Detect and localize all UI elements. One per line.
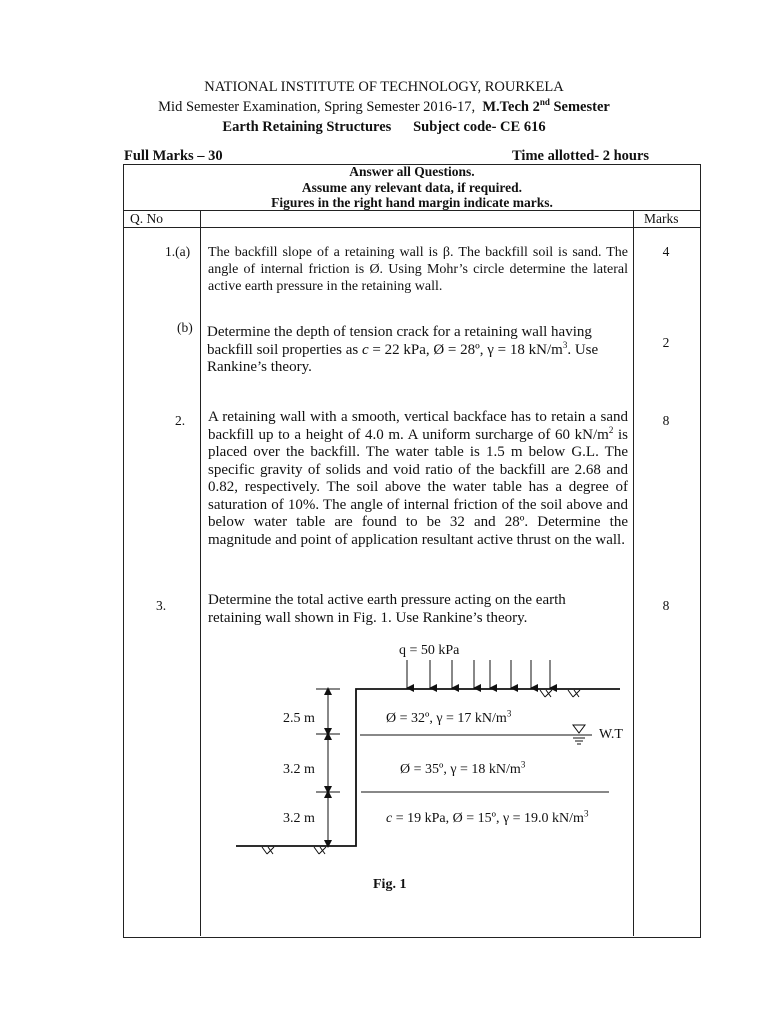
figure-caption: Fig. 1	[373, 877, 407, 892]
ground-hatch-top	[540, 690, 580, 697]
layer3-properties: c = 19 kPa, Ø = 15º, γ = 19.0 $kN/m^3$	[386, 808, 589, 826]
program: M.Tech 2nd Semester	[482, 97, 610, 115]
q1a-marks: 4	[662, 244, 670, 259]
q3-text: Determine the total active earth pressure acting on the earth retaining wall shown in Fig. 1. Use Rankine’s theory.	[208, 592, 566, 626]
instruction-3: Figures in the right hand margin indicate marks.	[271, 195, 553, 210]
instruction-2: Assume any relevant data, if required.	[301, 179, 523, 195]
time-allotted: Time allotted- 2 hours	[512, 148, 650, 164]
q2-marks: 8	[662, 413, 670, 428]
exam-title: Mid Semester Examination, Spring Semester 2016-17,	[158, 99, 476, 115]
layer2-properties: Ø = 35º, γ = 18 $kN/m^3$	[400, 759, 526, 777]
full-marks: Full Marks – 30	[124, 148, 223, 164]
q1b-marks: 2	[662, 335, 670, 350]
layer1-properties: Ø = 32º, γ = 17 $kN/m^3$	[386, 708, 512, 726]
institute-name: NATIONAL INSTITUTE OF TECHNOLOGY, ROURKELA	[204, 79, 564, 95]
q2-number: 2.	[175, 413, 186, 428]
course-name: Earth Retaining Structures	[222, 119, 392, 135]
q1a-number: 1.(a)	[165, 244, 191, 259]
surcharge-arrows	[407, 660, 550, 688]
dimension-lines	[316, 689, 340, 844]
q1b-text: Determine the depth of tension crack for a retaining wall having backfill soil properties as c = 22 kPa, Ø = 28º, γ = 18 $kN/m^3$. Use Rankine’s theory.	[207, 324, 599, 375]
q1b-number: (b)	[177, 320, 193, 335]
q3-marks: 8	[662, 598, 670, 613]
col-qno: Q. No	[130, 211, 163, 226]
dim-label-3: 3.2 m	[283, 811, 315, 826]
dim-label-2: 3.2 m	[283, 762, 315, 777]
subject-code: Subject code- CE 616	[413, 119, 546, 135]
surcharge-label: q = 50 kPa	[399, 643, 460, 658]
ground-hatch-base	[262, 847, 326, 854]
water-table-label: W.T	[599, 727, 623, 742]
q3-number: 3.	[156, 598, 167, 613]
q2-text: A retaining wall with a smooth, vertical backface has to retain a sand backfill up to a height of 4.0 m. A uniform surcharge of 60 $kN/m^2$ is placed over the backfill. The water table is 1.5 m below G.L. The specific gravity of solids and void ratio of the backfill are 2.68 and 0.82, respectively. The soil above the water table has a degree of saturation of 10%. The angle of internal friction of the soil above and below water table are found to be 32 and 28º. Determine the magnitude and point of application resultant active thrust on the wall.	[208, 409, 628, 548]
q1a-text: The backfill slope of a retaining wall is β. The backfill soil is sand. The angle of internal friction is Ø. Using Mohr’s circle determine the lateral active earth pressure in the retaining wall.	[208, 245, 628, 294]
dim-label-1: 2.5 m	[283, 711, 315, 726]
col-marks: Marks	[644, 211, 679, 226]
instruction-1: Answer all Questions.	[349, 164, 475, 179]
